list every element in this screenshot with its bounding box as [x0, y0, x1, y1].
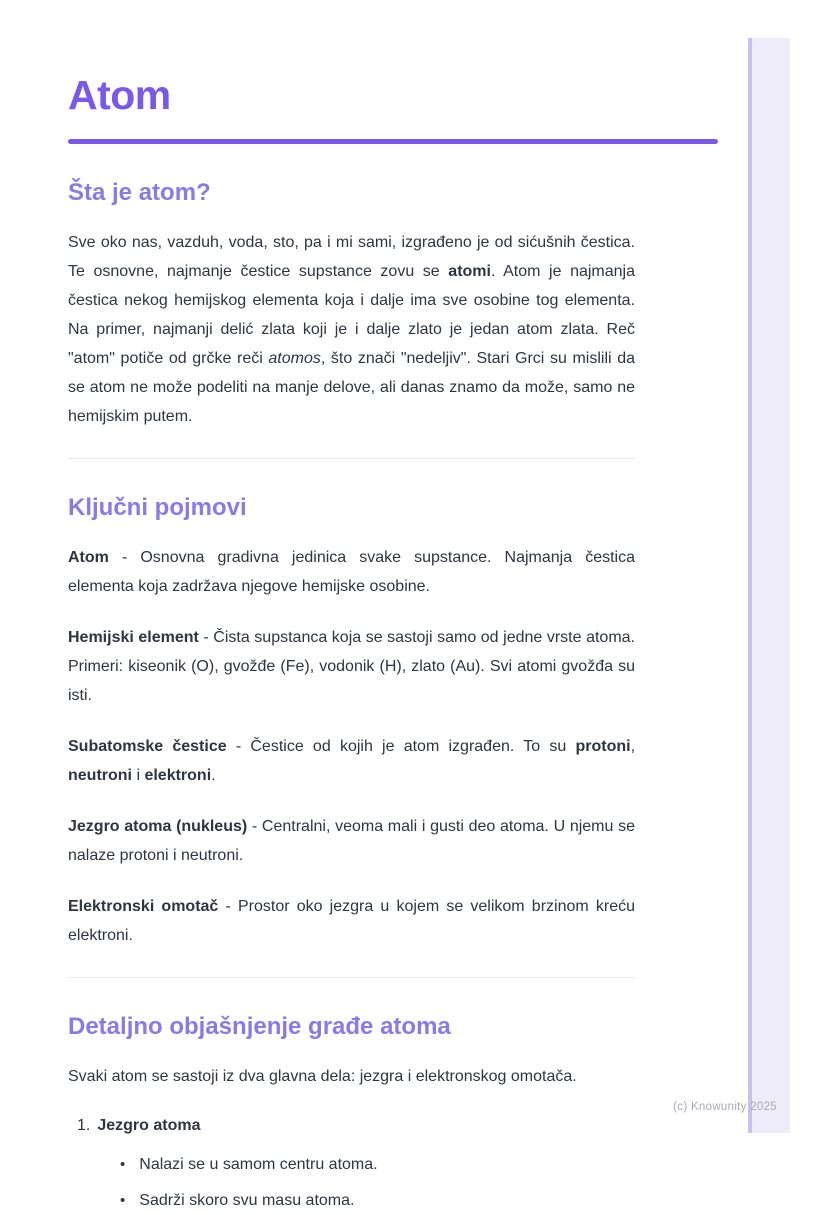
bullet-icon: • [120, 1156, 126, 1173]
term-atom: Atom - Osnovna gradivna jedinica svake supstance. Najmanja čestica elementa koja zadržava njegove hemijske osobine. [68, 549, 635, 595]
section-heading-detaljno-objasnjenje: Detaljno objašnjenje građe atoma [68, 1013, 451, 1040]
intro-paragraph: Sve oko nas, vazduh, voda, sto, pa i mi sami, izgrađeno je od sićušnih čestica. Te osnovne, najmanje čestice supstance zovu se atomi. Atom je najmanja čestica nekog hemijskog elementa koja i dalje ima sve osobine tog elementa. Na primer, najmanji delić zlata koji je i dalje zlato je jedan atom zlata. Reč "atom" potiče od grčke reči atomos, što znači "nedeljiv". Stari Grci su mislili da se atom ne može podeliti na manje delove, ali danas znamo da može, samo ne hemijskim putem. [68, 234, 636, 425]
list-item-title: Jezgro atoma [97, 1117, 201, 1134]
page-title: Atom [68, 72, 171, 118]
term-subatomske-cestice: Subatomske čestice - Čestice od kojih je atom izgrađen. To su protoni, neutroni i elektroni. [68, 738, 636, 784]
section-heading-kljucni-pojmovi: Ključni pojmovi [68, 494, 247, 521]
document-content [68, 0, 635, 1215]
section-divider-1 [68, 458, 635, 459]
term-jezgro-atoma: Jezgro atoma (nukleus) - Centralni, veoma mali i gusti deo atoma. U njemu se nalaze protoni i neutroni. [68, 818, 635, 864]
section-divider-2 [68, 977, 635, 978]
bullet-text: Nalazi se u samom centru atoma. [139, 1156, 378, 1173]
bullet-item-1 [68, 1150, 635, 1179]
term-elektronski-omotac: Elektronski omotač - Prostor oko jezgra u kojem se velikom brzinom kreću elektroni. [68, 898, 635, 944]
bullet-item-2 [68, 1186, 635, 1215]
title-underline-rule [68, 139, 718, 144]
section-heading-sta-je-atom: Šta je atom? [68, 179, 211, 206]
bullet-icon: • [120, 1192, 126, 1209]
list-item-jezgro-atoma [68, 1111, 635, 1140]
bullet-text: Sadrži skoro svu masu atoma. [139, 1192, 355, 1209]
list-item-number: 1. [77, 1117, 91, 1134]
copyright-footer: (c) Knowunity 2025 [673, 1101, 777, 1113]
structure-intro-paragraph: Svaki atom se sastoji iz dva glavna dela: jezgra i elektronskog omotača. [68, 1068, 577, 1085]
term-hemijski-element: Hemijski element - Čista supstanca koja se sastoji samo od jedne vrste atoma. Primeri: kiseonik (O), gvožđe (Fe), vodonik (H), zlato (Au). Svi atomi gvožđa su isti. [68, 629, 635, 704]
bullet-list [68, 1150, 635, 1215]
decorative-side-strip [748, 38, 790, 1133]
ordered-list [68, 1111, 635, 1215]
